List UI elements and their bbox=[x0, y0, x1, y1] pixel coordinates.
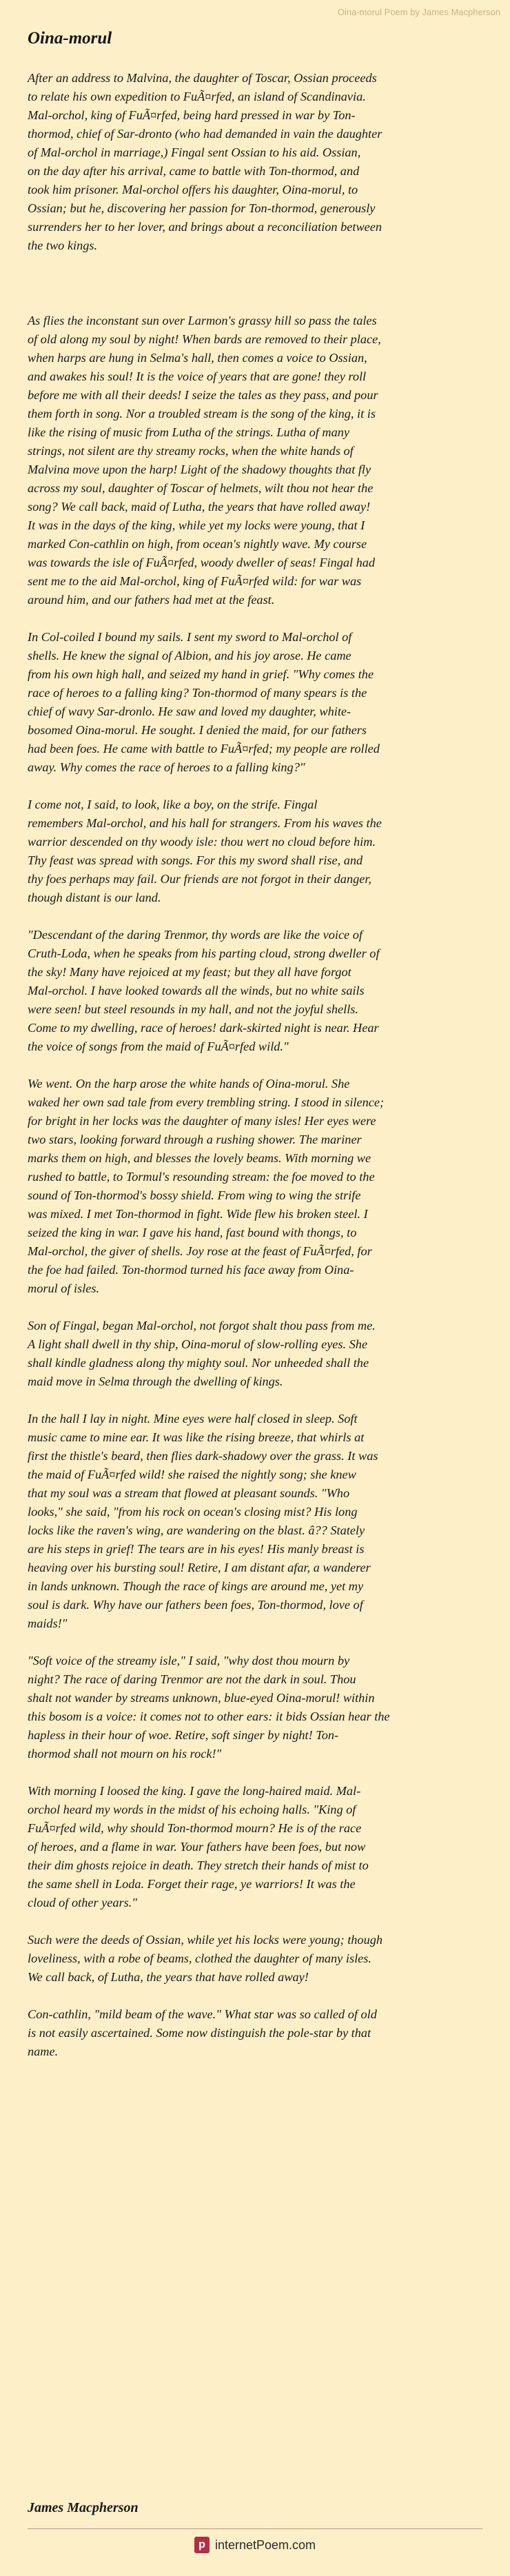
poem-line: waked her own sad tale from every trembling string. I stood in silence; bbox=[28, 1095, 385, 1109]
poem-line: thormod shall not mourn on his rock!" bbox=[28, 1747, 222, 1761]
poem-paragraph bbox=[28, 926, 486, 1056]
poem-paragraph bbox=[28, 1410, 486, 1633]
poem-line: hapless in their hour of woe. Retire, soft singer by night! Ton- bbox=[28, 1728, 339, 1742]
poem-line: warrior descended on thy woody isle: thou wert no cloud before him. bbox=[28, 835, 376, 849]
poem-line: seized the king in war. I gave his hand, fast bound with thongs, to bbox=[28, 1226, 357, 1239]
poem-line: soul is dark. Why have our fathers been foes, Ton-thormod, love of bbox=[28, 1598, 363, 1612]
poem-paragraph bbox=[28, 312, 486, 609]
poem-line: We call back, of Lutha, the years that have rolled away! bbox=[28, 1970, 309, 1984]
poem-title: Oina-morul bbox=[28, 29, 112, 48]
poem-line: on the day after his arrival, came to battle with Ton-thormod, and bbox=[28, 164, 360, 178]
poem-line: two stars, looking forward through a rushing shower. The mariner bbox=[28, 1133, 362, 1146]
poem-line: In the hall I lay in night. Mine eyes were half closed in sleep. Soft bbox=[28, 1412, 358, 1426]
poem-line: "Descendant of the daring Trenmor, thy words are like the voice of bbox=[28, 928, 363, 942]
poem-line: maid move in Selma through the dwelling of kings. bbox=[28, 1375, 283, 1388]
poem-line: music came to mine ear. It was like the rising breeze, that whirls at bbox=[28, 1430, 365, 1444]
poem-line: this bosom is a voice: it comes not to other ears: it bids Ossian hear the bbox=[28, 1710, 390, 1723]
poem-line: was towards the isle of FuÃ¤rfed, woody dweller of seas! Fingal had bbox=[28, 556, 376, 569]
poem-paragraph bbox=[28, 795, 486, 907]
poem-line: took him prisoner. Mal-orchol offers his daughter, Oina-morul, to bbox=[28, 183, 358, 196]
poem-line: As flies the inconstant sun over Larmon's grassy hill so pass the tales bbox=[28, 314, 377, 327]
poem-line: song? We call back, maid of Lutha, the years that have rolled away! bbox=[28, 500, 371, 514]
poem-line: A light shall dwell in thy ship, Oina-morul of slow-rolling eyes. She bbox=[28, 1337, 368, 1351]
poem-line: In Col-coiled I bound my sails. I sent my sword to Mal-orchol of bbox=[28, 630, 352, 644]
poem-line: like the rising of music from Lutha of the strings. Lutha of many bbox=[28, 425, 350, 439]
poem-line: After an address to Malvina, the daughter of Toscar, Ossian proceeds bbox=[28, 71, 377, 85]
poem-line: rushed to battle, to Tormul's resounding stream: the foe moved to the bbox=[28, 1170, 375, 1184]
poem-line: was mixed. I met Ton-thormod in fight. Wide flew his broken steel. I bbox=[28, 1207, 368, 1221]
poem-line: Come to my dwelling, race of heroes! dark-skirted night is near. Hear bbox=[28, 1021, 379, 1035]
poem-line: sound of Ton-thormod's bossy shield. From wing to wing the strife bbox=[28, 1188, 361, 1202]
poem-paragraph bbox=[28, 1075, 486, 1298]
poem-line: looks," she said, "from his rock on ocean's closing mist? His long bbox=[28, 1505, 358, 1519]
poem-line: cloud of other years." bbox=[28, 1896, 137, 1909]
poem-line: maids!" bbox=[28, 1616, 68, 1630]
poem-line: of old along my soul by night! When bards are removed to their place, bbox=[28, 332, 381, 346]
poem-line: of Mal-orchol in marriage,) Fingal sent Ossian to his aid. Ossian, bbox=[28, 145, 361, 159]
poem-line: I come not, I said, to look, like a boy, on the strife. Fingal bbox=[28, 798, 318, 811]
poem-line: of heroes, and a flame in war. Your fathers have been foes, but now bbox=[28, 1840, 366, 1854]
poem-line: surrenders her to her lover, and brings about a reconciliation between bbox=[28, 220, 382, 234]
poem-line: shalt not wander by streams unknown, blue-eyed Oina-morul! within bbox=[28, 1691, 375, 1705]
poem-line: Son of Fingal, began Mal-orchol, not forgot shalt thou pass from me. bbox=[28, 1319, 376, 1332]
poem-line: FuÃ¤rfed wild, why should Ton-thormod mourn? He is of the race bbox=[28, 1821, 362, 1835]
poem-line: Con-cathlin, "mild beam of the wave." What star was so called of old bbox=[28, 2007, 377, 2021]
poem-line: in lands unknown. Though the race of kings are around me, yet my bbox=[28, 1579, 364, 1593]
poem-line: race of heroes to a falling king? Ton-thormod of many spears is the bbox=[28, 686, 367, 700]
poem-line: orchol heard my words in the midst of his echoing halls. "King of bbox=[28, 1803, 356, 1816]
poem-line: bosomed Oina-morul. He sought. I denied the maid, for our fathers bbox=[28, 723, 367, 737]
poem-line: thy foes perhaps may fail. Our friends are not forgot in their danger, bbox=[28, 872, 371, 886]
poem-paragraph bbox=[28, 1317, 486, 1391]
poem-line: "Soft voice of the streamy isle," I said, "why dost thou mourn by bbox=[28, 1654, 350, 1667]
poem-line: for bright in her locks was the daughter of many isles! Her eyes were bbox=[28, 1114, 376, 1128]
poem-line: It was in the days of the king, while yet my locks were young, that I bbox=[28, 518, 365, 532]
poem-line: chief of wavy Sar-dronlo. He saw and loved my daughter, white- bbox=[28, 704, 351, 718]
poem-line: and awakes his soul! It is the voice of years that are gone! they roll bbox=[28, 369, 367, 383]
poem-line: when harps are hung in Selma's hall, then comes a voice to Ossian, bbox=[28, 351, 367, 365]
poem-line: are his steps in grief! The tears are in his eyes! His manly breast is bbox=[28, 1542, 365, 1556]
poem-paragraph bbox=[28, 1931, 486, 1987]
internetpoem-logo-icon: p bbox=[194, 2537, 210, 2553]
site-name: internetPoem.com bbox=[214, 2537, 316, 2552]
poem-line: the sky! Many have rejoiced at my feast; but they all have forgot bbox=[28, 965, 351, 979]
poem-line: to relate his own expedition to FuÃ¤rfed, an island of Scandinavia. bbox=[28, 90, 366, 103]
poem-paragraph bbox=[28, 1782, 486, 1912]
poem-line: first the thistle's beard, then flies dark-shadowy over the grass. It was bbox=[28, 1449, 378, 1463]
poem-line: were seen! but steel resounds in my hall, and not the joyful shells. bbox=[28, 1002, 358, 1016]
poem-line: their dim ghosts rejoice in death. They stretch their hands of mist to bbox=[28, 1858, 369, 1872]
poem-line: Mal-orchol. I have looked towards all the winds, but no white sails bbox=[28, 984, 365, 997]
poem-line: shall kindle gladness along thy mighty soul. Nor unheeded shall the bbox=[28, 1356, 369, 1370]
poem-line: is not easily ascertained. Some now distinguish the pole-star by that bbox=[28, 2026, 371, 2040]
poem-line: the voice of songs from the maid of FuÃ¤rfed wild." bbox=[28, 1039, 289, 1053]
poem-line: Ossian; but he, discovering her passion for Ton-thormod, generously bbox=[28, 201, 376, 215]
poem-line: Mal-orchol, the giver of shells. Joy rose at the feast of FuÃ¤rfed, for bbox=[28, 1244, 372, 1258]
author-name[interactable]: James Macpherson bbox=[28, 2500, 139, 2515]
poem-line: Cruth-Loda, when he speaks from his parting cloud, strong dweller of bbox=[28, 946, 380, 960]
poem-line: them forth in song. Nor a troubled stream is the song of the king, it is bbox=[28, 407, 376, 420]
poem-line: shells. He knew the signal of Albion, and his joy arose. He came bbox=[28, 649, 351, 662]
poem-line: Mal-orchol, king of FuÃ¤rfed, being hard pressed in war by Ton- bbox=[28, 108, 356, 122]
poem-line: night? The race of daring Trenmor are not the dark in soul. Thou bbox=[28, 1672, 356, 1686]
poem-body bbox=[28, 69, 486, 2061]
poem-line: name. bbox=[28, 2045, 59, 2058]
poem-line: marked Con-cathlin on high, from ocean's nightly wave. My course bbox=[28, 537, 367, 551]
poem-line: before me with all their deeds! I seize the tales as they pass, and pour bbox=[28, 388, 378, 402]
poem-line: away. Why comes the race of heroes to a falling king?" bbox=[28, 760, 305, 774]
poem-line: though distant is our land. bbox=[28, 891, 161, 904]
site-brand[interactable] bbox=[0, 2537, 510, 2553]
poem-line: loveliness, with a robe of beams, clothed the daughter of many isles. bbox=[28, 1951, 371, 1965]
poem-paragraph bbox=[28, 1652, 486, 1763]
poem-line: Thy feast was spread with songs. For this my sword shall rise, and bbox=[28, 853, 363, 867]
poem-line: around him, and our fathers had met at the feast. bbox=[28, 593, 275, 607]
poem-paragraph bbox=[28, 628, 486, 777]
poem-line: the two kings. bbox=[28, 239, 98, 252]
poem-line: that my soul was a stream that flowed at pleasant sounds. "Who bbox=[28, 1486, 350, 1500]
poem-line: the same shell in Loda. Forget their rage, ye warriors! It was the bbox=[28, 1877, 356, 1891]
poem-line: morul of isles. bbox=[28, 1281, 100, 1295]
poem-line: across my soul, daughter of Toscar of helmets, wilt thou not hear the bbox=[28, 481, 374, 495]
poem-line: marks them on high, and blesses the lovely beams. With morning we bbox=[28, 1151, 371, 1165]
poem-line: heaving over his bursting soul! Retire, I am distant afar, a wanderer bbox=[28, 1561, 371, 1574]
poem-line: Such were the deeds of Ossian, while yet his locks were young; though bbox=[28, 1933, 382, 1947]
poem-line: Malvina move upon the harp! Light of the shadowy thoughts that fly bbox=[28, 463, 371, 476]
watermark: Oina-morul Poem by James Macpherson bbox=[337, 7, 500, 17]
poem-line: We went. On the harp arose the white hands of Oina-morul. She bbox=[28, 1077, 350, 1091]
poem-line: from his own high hall, and seized my hand in grief. "Why comes the bbox=[28, 667, 374, 681]
poem-line: With morning I loosed the king. I gave the long-haired maid. Mal- bbox=[28, 1784, 361, 1798]
poem-line: thormod, chief of Sar-dronto (who had demanded in vain the daughter bbox=[28, 127, 382, 141]
poem-paragraph bbox=[28, 2005, 486, 2061]
poem-line: the maid of FuÃ¤rfed wild! she raised the nightly song; she knew bbox=[28, 1468, 356, 1481]
poem-line: the foe had failed. Ton-thormod turned his face away from Oina- bbox=[28, 1263, 354, 1277]
poem-line: strings, not silent are thy streamy rocks, when the white hands of bbox=[28, 444, 354, 458]
poem-line: remembers Mal-orchol, and his hall for strangers. From his waves the bbox=[28, 816, 382, 830]
poem-line: locks like the raven's wing, are wandering on the blast. â?? Stately bbox=[28, 1523, 365, 1537]
divider bbox=[28, 2528, 482, 2529]
poem-paragraph bbox=[28, 69, 486, 255]
poem-line: sent me to the aid Mal-orchol, king of FuÃ¤rfed wild: for war was bbox=[28, 574, 362, 588]
poem-line: had been foes. He came with battle to FuÃ¤rfed; my people are rolled bbox=[28, 742, 380, 755]
